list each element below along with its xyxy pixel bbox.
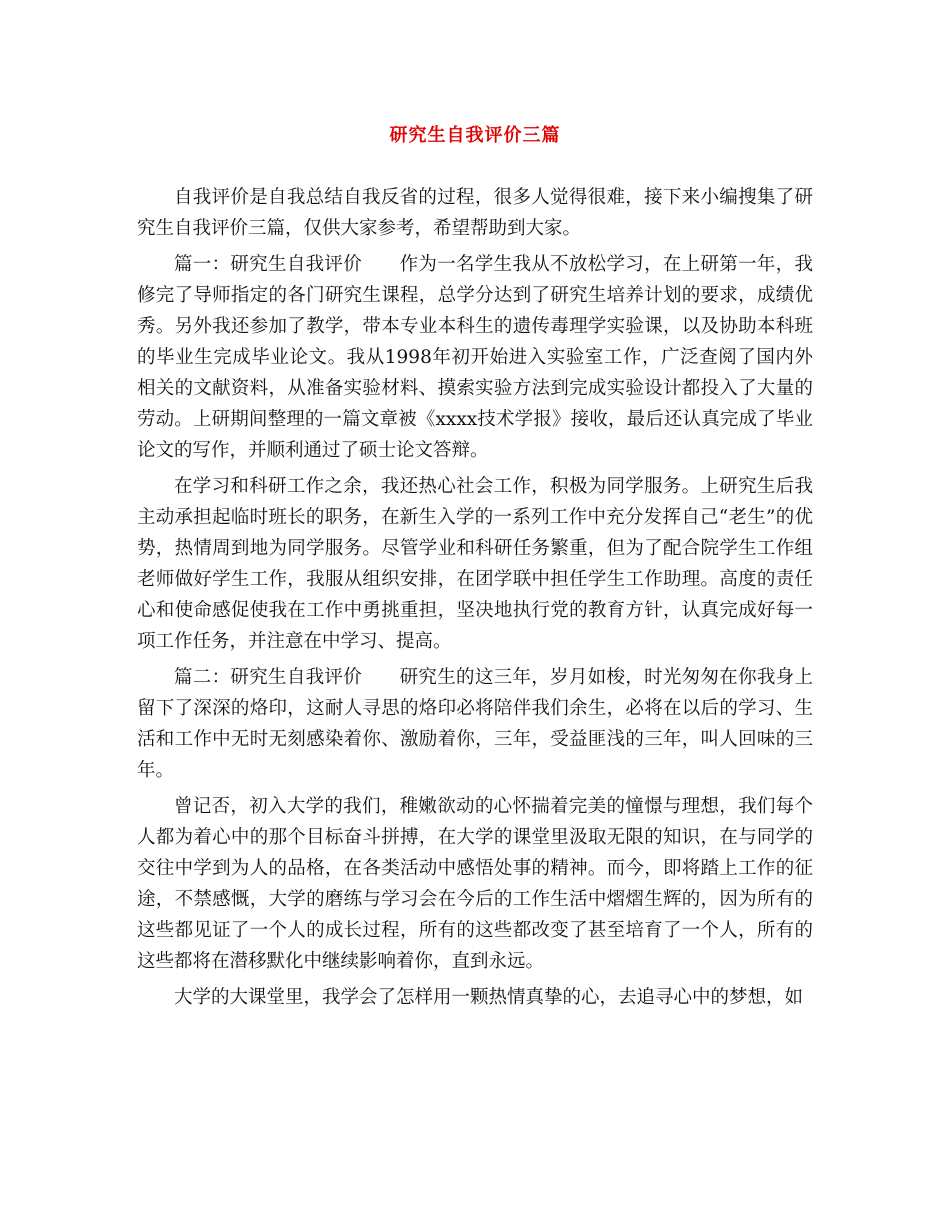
paragraph-memories: 曾记否，初入大学的我们，稚嫩欲动的心怀揣着完美的憧憬与理想，我们每个人都为着心中的那个目标奋斗拼搏，在大学的课堂里汲取无限的知识，在与同学的交往中学到为人的品格，在各类活动中感悟处事的精神。而今，即将踏上工作的征途，不禁感慨，大学的磨练与学习会在今后的工作生活中熠熠生辉的，因为所有的这些都见证了一个人的成长过程，所有的这些都改变了甚至培育了一个人，所有的这些都将在潜移默化中继续影响着你，直到永远。 (137, 796, 813, 972)
paragraph-part-one: 篇一：研究生自我评价 作为一名学生我从不放松学习，在上研第一年，我修完了导师指定的各门研究生课程，总学分达到了研究生培养计划的要求，成绩优秀。另外我还参加了教学，带本专业本科生的遗传毒理学实验课，以及协助本科班的毕业生完成毕业论文。我从1998年初开始进入实验室工作，广泛查阅了国内外相关的文献资料，从准备实验材料、摸索实验方法到完成实验设计都投入了大量的劳动。上研期间整理的一篇文章被《xxxx技术学报》接收，最后还认真完成了毕业论文的写作，并顺利通过了硕士论文答辩。 (137, 254, 813, 461)
paragraph-intro: 自我评价是自我总结自我反省的过程，很多人觉得很难，接下来小编搜集了研究生自我评价三篇，仅供大家参考，希望帮助到大家。 (137, 187, 813, 239)
document-body (137, 182, 813, 1013)
paragraph-part-two: 篇二：研究生自我评价 研究生的这三年，岁月如梭，时光匆匆在你我身上留下了深深的烙印，这耐人寻思的烙印必将陪伴我们余生，必将在以后的学习、生活和工作中无时无刻感染着你、激励着你，三年，受益匪浅的三年，叫人回味的三年。 (137, 667, 813, 781)
paragraph-social-work: 在学习和科研工作之余，我还热心社会工作，积极为同学服务。上研究生后我主动承担起临时班长的职务，在新生入学的一系列工作中充分发挥自己“老生”的优势，热情周到地为同学服务。尽管学业和科研任务繁重，但为了配合院学生工作组老师做好学生工作，我服从组织安排，在团学联中担任学生工作助理。高度的责任心和使命感促使我在工作中勇挑重担，坚决地执行党的教育方针，认真完成好每一项工作任务，并注意在中学习、提高。 (137, 476, 813, 652)
paragraph-classroom: 大学的大课堂里，我学会了怎样用一颗热情真挚的心，去追寻心中的梦想，如 (174, 987, 804, 1008)
document-title: 研究生自我评价三篇 (389, 125, 561, 146)
